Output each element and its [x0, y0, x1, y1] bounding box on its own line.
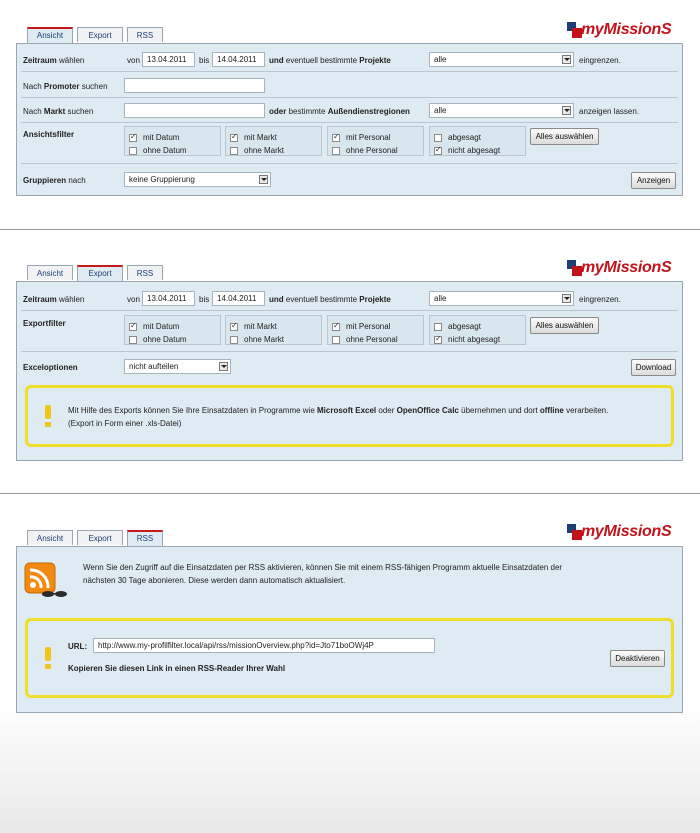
export-info-text: Mit Hilfe des Exports können Sie Ihre Einsatzdaten in Programme wie Microsoft Excel oder OpenOffice Calc übernehmen und dort offline verarbeiten.: [68, 406, 609, 415]
checkbox-label: mit Datum: [143, 133, 180, 142]
rss-intro-text: Wenn Sie den Zugriff auf die Einsatzdaten per RSS aktivieren, können Sie mit einem RSS-fähigen Programm aktuelle Einsatzdaten der: [83, 563, 563, 572]
von-label: von: [127, 56, 140, 65]
tab-rss[interactable]: RSS: [127, 27, 163, 42]
projekte-label: Projekte: [359, 56, 391, 65]
tab-ansicht[interactable]: Ansicht: [27, 265, 73, 280]
export-info-subtext: (Export in Form einer .xls-Datei): [68, 419, 182, 428]
zeitraum-waehlen: wählen: [59, 56, 85, 65]
screen-divider: [0, 229, 700, 230]
markt-label: Markt: [43, 107, 66, 116]
oder-label: oder: [269, 107, 287, 116]
export-info-box: [25, 385, 674, 447]
tab-ansicht[interactable]: Ansicht: [27, 530, 73, 545]
nach-label: Nach: [23, 82, 42, 91]
nach-label: nach: [68, 176, 86, 185]
checkbox-label: ohne Markt: [244, 146, 285, 155]
excel-option-select[interactable]: [124, 359, 231, 374]
anzeigen-button[interactable]: Anzeigen: [631, 172, 676, 189]
date-from-input[interactable]: 13.04.2011: [142, 52, 195, 67]
checkbox-label: ohne Personal: [346, 146, 398, 155]
chevron-down-icon: [562, 294, 571, 303]
checkbox-label: nicht abgesagt: [448, 146, 501, 155]
checkbox-ohne-markt[interactable]: [230, 147, 238, 155]
deaktivieren-button[interactable]: Deaktivieren: [610, 650, 665, 667]
filter-group-markt: [225, 126, 322, 156]
filter-group-datum: [124, 315, 221, 345]
date-to-input[interactable]: 14.04.2011: [212, 291, 265, 306]
chevron-down-icon: [219, 362, 228, 371]
eventuell-text: eventuell bestimmte: [285, 56, 358, 65]
logo-text: myMissionS: [581, 259, 672, 276]
checkbox-label: nicht abgesagt: [448, 335, 501, 344]
checkbox-label: ohne Markt: [244, 335, 285, 344]
checkbox-label: ohne Datum: [143, 335, 187, 344]
von-label: von: [127, 295, 140, 304]
checkbox-nicht-abgesagt[interactable]: [434, 336, 442, 344]
checkbox-label: ohne Datum: [143, 146, 187, 155]
checkbox-ohne-personal[interactable]: [332, 336, 340, 344]
checkbox-mit-personal[interactable]: [332, 134, 340, 142]
filter-group-markt: [225, 315, 322, 345]
logo-text: myMissionS: [581, 21, 672, 38]
rss-intro-text-2: nächsten 30 Tage abonieren. Diese werden dann automatisch aktualisiert.: [83, 576, 346, 585]
promoter-label: Promoter: [43, 82, 80, 91]
bis-label: bis: [199, 56, 210, 65]
gruppierung-select[interactable]: [124, 172, 271, 187]
rss-feed-icon: [23, 561, 67, 601]
mymissions-logo: [565, 521, 677, 543]
divider: [21, 71, 678, 72]
projekte-label: Projekte: [359, 295, 391, 304]
exportfilter-label: Exportfilter: [23, 319, 66, 328]
checkbox-mit-datum[interactable]: [129, 134, 137, 142]
regionen-select[interactable]: [429, 103, 574, 118]
checkbox-abgesagt[interactable]: [434, 134, 442, 142]
logo-text: myMissionS: [581, 523, 672, 540]
tab-export[interactable]: Export: [77, 265, 123, 281]
suchen-label: suchen: [67, 107, 94, 116]
gruppieren-label: Gruppieren: [23, 176, 67, 185]
zeitraum-label: Zeitraum: [23, 295, 57, 304]
checkbox-label: ohne Personal: [346, 335, 398, 344]
filter-group-personal: [327, 315, 424, 345]
regionen-select-value: alle: [434, 106, 447, 115]
gruppierung-select-value: keine Gruppierung: [129, 175, 195, 184]
bis-label: bis: [199, 295, 210, 304]
checkbox-ohne-datum[interactable]: [129, 336, 137, 344]
checkbox-label: mit Personal: [346, 133, 391, 142]
alles-auswaehlen-button[interactable]: Alles auswählen: [530, 128, 599, 145]
screen-divider: [0, 493, 700, 494]
ansichtsfilter-label: Ansichtsfilter: [23, 130, 75, 139]
tab-export[interactable]: Export: [77, 27, 123, 42]
mymissions-logo: [565, 19, 677, 41]
projekte-select-value: alle: [434, 55, 447, 64]
filter-group-abgesagt: [429, 126, 526, 156]
und-label: und: [269, 56, 284, 65]
checkbox-abgesagt[interactable]: [434, 323, 442, 331]
alles-auswaehlen-button[interactable]: Alles auswählen: [530, 317, 599, 334]
eingrenzen-label: eingrenzen.: [579, 56, 621, 65]
checkbox-nicht-abgesagt[interactable]: [434, 147, 442, 155]
filter-group-datum: [124, 126, 221, 156]
checkbox-label: mit Datum: [143, 322, 180, 331]
checkbox-mit-markt[interactable]: [230, 134, 238, 142]
excel-option-value: nicht aufteilen: [129, 362, 179, 371]
date-from-input[interactable]: 13.04.2011: [142, 291, 195, 306]
divider: [21, 310, 678, 311]
checkbox-label: mit Markt: [244, 133, 277, 142]
divider: [21, 97, 678, 98]
checkbox-label: mit Markt: [244, 322, 277, 331]
projekte-select[interactable]: [429, 52, 574, 67]
zeitraum-label: Zeitraum: [23, 56, 57, 65]
chevron-down-icon: [259, 175, 268, 184]
oder-text: bestimmte: [288, 107, 326, 116]
tab-ansicht[interactable]: Ansicht: [27, 27, 73, 43]
suchen-label: suchen: [81, 82, 108, 91]
filter-group-personal: [327, 126, 424, 156]
checkbox-ohne-markt[interactable]: [230, 336, 238, 344]
exceloptionen-label: Exceloptionen: [23, 363, 78, 372]
filter-group-abgesagt: [429, 315, 526, 345]
date-to-input[interactable]: 14.04.2011: [212, 52, 265, 67]
eventuell-text: eventuell bestimmte: [285, 295, 358, 304]
checkbox-mit-personal[interactable]: [332, 323, 340, 331]
rss-url-input[interactable]: http://www.my-profilfilter.local/api/rss/missionOverview.php?id=Jto71boOWj4P: [93, 638, 435, 653]
und-label: und: [269, 295, 284, 304]
chevron-down-icon: [562, 106, 571, 115]
zeitraum-waehlen: wählen: [59, 295, 85, 304]
aussendienst-label: Außendienstregionen: [327, 107, 410, 116]
checkbox-ohne-personal[interactable]: [332, 147, 340, 155]
rss-panel: [16, 546, 683, 713]
checkbox-mit-datum[interactable]: [129, 323, 137, 331]
markt-search-input[interactable]: [124, 103, 265, 118]
rss-url-box: [25, 618, 674, 698]
divider: [21, 122, 678, 123]
chevron-down-icon: [562, 55, 571, 64]
nach-label: Nach: [23, 107, 42, 116]
anzeigen-lassen-label: anzeigen lassen.: [579, 107, 640, 116]
checkbox-label: abgesagt: [448, 322, 481, 331]
tab-export[interactable]: Export: [77, 530, 123, 545]
export-panel: [16, 281, 683, 461]
projekte-select[interactable]: [429, 291, 574, 306]
mymissions-logo: [565, 257, 677, 279]
ansicht-panel: [16, 43, 683, 196]
checkbox-mit-markt[interactable]: [230, 323, 238, 331]
divider: [21, 351, 678, 352]
divider: [21, 163, 678, 164]
checkbox-label: mit Personal: [346, 322, 391, 331]
checkbox-label: abgesagt: [448, 133, 481, 142]
eingrenzen-label: eingrenzen.: [579, 295, 621, 304]
promoter-search-input[interactable]: [124, 78, 265, 93]
url-label: URL:: [68, 642, 88, 651]
download-button[interactable]: Download: [631, 359, 676, 376]
copy-hint: Kopieren Sie diesen Link in einen RSS-Reader Ihrer Wahl: [68, 664, 286, 673]
projekte-select-value: alle: [434, 294, 447, 303]
tab-rss[interactable]: RSS: [127, 530, 163, 546]
checkbox-ohne-datum[interactable]: [129, 147, 137, 155]
tab-rss[interactable]: RSS: [127, 265, 163, 280]
